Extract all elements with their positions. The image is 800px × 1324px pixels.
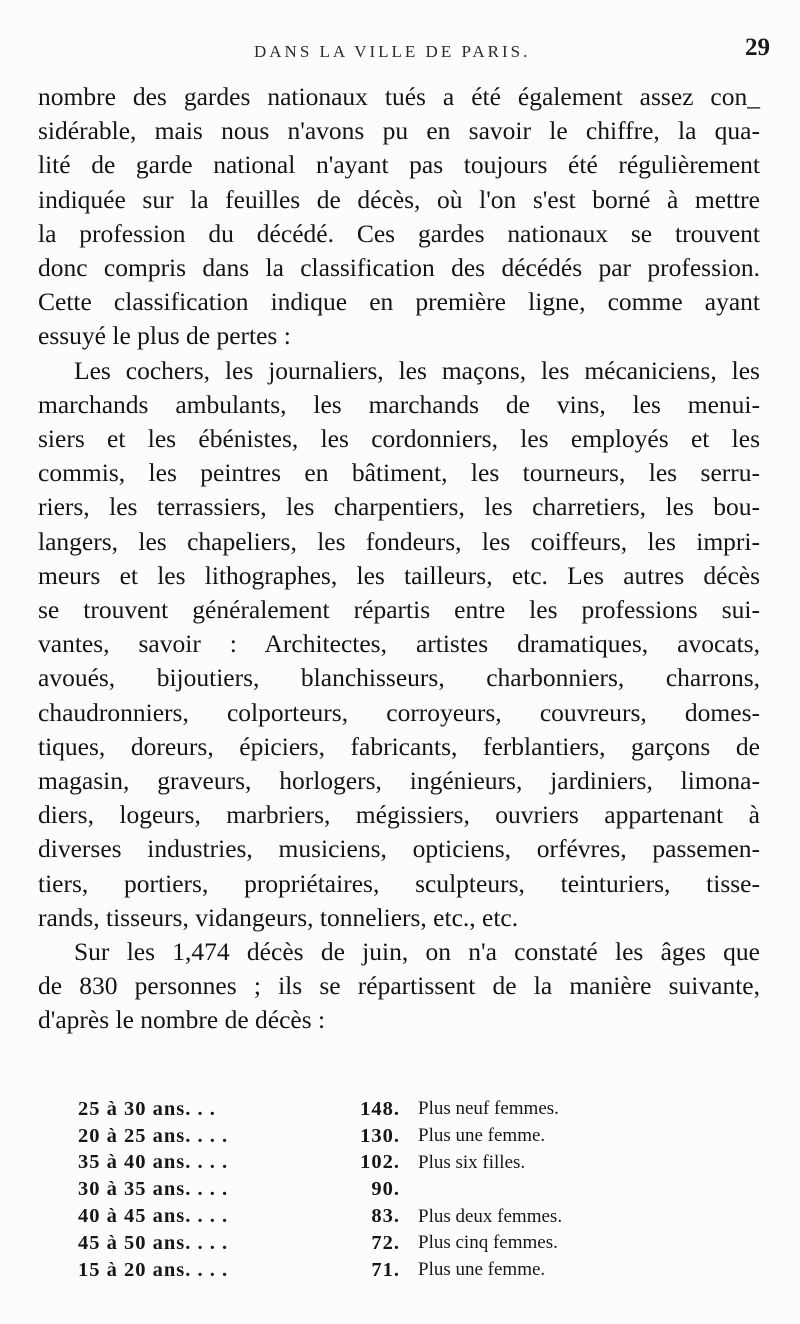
- text-line: nombre des gardes nationaux tués a été également assez con_: [38, 82, 760, 111]
- text-line: tiers, portiers, propriétaires, sculpteurs, teinturiers, tisse-: [38, 868, 760, 898]
- text-line: magasin, graveurs, horlogers, ingénieurs, jardiniers, limona-: [38, 766, 760, 796]
- running-head: DANS LA VILLE DE PARIS.: [254, 42, 531, 61]
- text-line: sidérable, mais nous n'avons pu en savoir le chiffre, la qua-: [38, 116, 760, 146]
- death-count: 72.: [371, 1231, 400, 1254]
- text-line: commis, les peintres en bâtiment, les tourneurs, les serru-: [38, 458, 760, 488]
- paragraph: [38, 80, 760, 354]
- table-row: [78, 1096, 718, 1123]
- page-number: 29: [745, 34, 770, 61]
- text-line: Cette classification indique en première ligne, comme ayant: [38, 287, 760, 317]
- text-line: vantes, savoir : Architectes, artistes dramatiques, avocats,: [38, 629, 760, 659]
- death-count: 148.: [360, 1097, 400, 1120]
- text-line: diers, logeurs, marbriers, mégissiers, ouvriers appartenant à: [38, 800, 760, 830]
- text-line: d'après le nombre de décès :: [38, 1005, 326, 1035]
- death-count: 83.: [371, 1205, 400, 1228]
- table-row: [78, 1203, 718, 1230]
- text-line: marchands ambulants, les marchands de vins, les menui-: [38, 389, 760, 419]
- text-line: la profession du décédé. Ces gardes nationaux se trouvent: [38, 218, 760, 248]
- death-count: 71.: [371, 1258, 400, 1281]
- text-line: essuyé le plus de pertes :: [38, 321, 291, 351]
- text-line: Les cochers, les journaliers, les maçons, les mécaniciens, les: [74, 355, 760, 385]
- table-row: [78, 1257, 718, 1284]
- text-line: Sur les 1,474 décès de juin, on n'a constaté les âges que: [74, 937, 760, 967]
- text-line: se trouvent généralement répartis entre les professions sui-: [38, 595, 760, 625]
- text-line: tiques, doreurs, épiciers, fabricants, ferblantiers, garçons de: [38, 731, 760, 761]
- death-count: 102.: [360, 1151, 400, 1174]
- age-range: 40 à 45 ans. . . .: [78, 1205, 229, 1228]
- table-row: [78, 1123, 718, 1150]
- text-line: siers et les ébénistes, les cordonniers, les employés et les: [38, 424, 760, 454]
- age-range: 20 à 25 ans. . . .: [78, 1124, 229, 1147]
- additional-note: Plus une femme.: [418, 1125, 546, 1147]
- text-line: diverses industries, musiciens, opticiens, orfévres, passemen-: [38, 834, 760, 864]
- age-table: [78, 1096, 718, 1284]
- age-range: 25 à 30 ans. . .: [78, 1097, 216, 1120]
- text-line: avoués, bijoutiers, blanchisseurs, charbonniers, charrons,: [38, 663, 760, 693]
- text-line: indiquée sur la feuilles de décès, où l'on s'est borné à mettre: [38, 184, 760, 214]
- death-count: 90.: [371, 1178, 400, 1201]
- age-range: 35 à 40 ans. . . .: [78, 1151, 229, 1174]
- table-row: [78, 1176, 718, 1203]
- text-line: meurs et les lithographes, les tailleurs, etc. Les autres décès: [38, 560, 760, 590]
- age-range: 15 à 20 ans. . . .: [78, 1258, 229, 1281]
- age-range: 30 à 35 ans. . . .: [78, 1178, 229, 1201]
- age-range: 45 à 50 ans. . . .: [78, 1231, 229, 1254]
- text-line: lité de garde national n'ayant pas toujours été régulièrement: [38, 150, 760, 180]
- text-line: langers, les chapeliers, les fondeurs, les coiffeurs, les impri-: [38, 526, 760, 556]
- additional-note: Plus neuf femmes.: [418, 1098, 559, 1120]
- additional-note: Plus cinq femmes.: [418, 1232, 558, 1254]
- additional-note: Plus deux femmes.: [418, 1205, 563, 1227]
- table-row: [78, 1230, 718, 1257]
- text-line: chaudronniers, colporteurs, corroyeurs, couvreurs, domes-: [38, 697, 760, 727]
- text-line: rands, tisseurs, vidangeurs, tonneliers, etc., etc.: [38, 902, 519, 932]
- table-row: [78, 1150, 718, 1177]
- page-header: [40, 34, 770, 68]
- additional-note: Plus une femme.: [418, 1259, 546, 1281]
- additional-note: Plus six filles.: [418, 1151, 526, 1173]
- text-line: de 830 personnes ; ils se répartissent de la manière suivante,: [38, 971, 760, 1001]
- text-line: riers, les terrassiers, les charpentiers, les charretiers, les bou-: [38, 492, 760, 522]
- paragraph: [38, 354, 760, 935]
- paragraph: [38, 935, 760, 1038]
- body-text: [38, 80, 760, 1038]
- text-line: donc compris dans la classification des décédés par profession.: [38, 253, 760, 283]
- death-count: 130.: [360, 1124, 400, 1147]
